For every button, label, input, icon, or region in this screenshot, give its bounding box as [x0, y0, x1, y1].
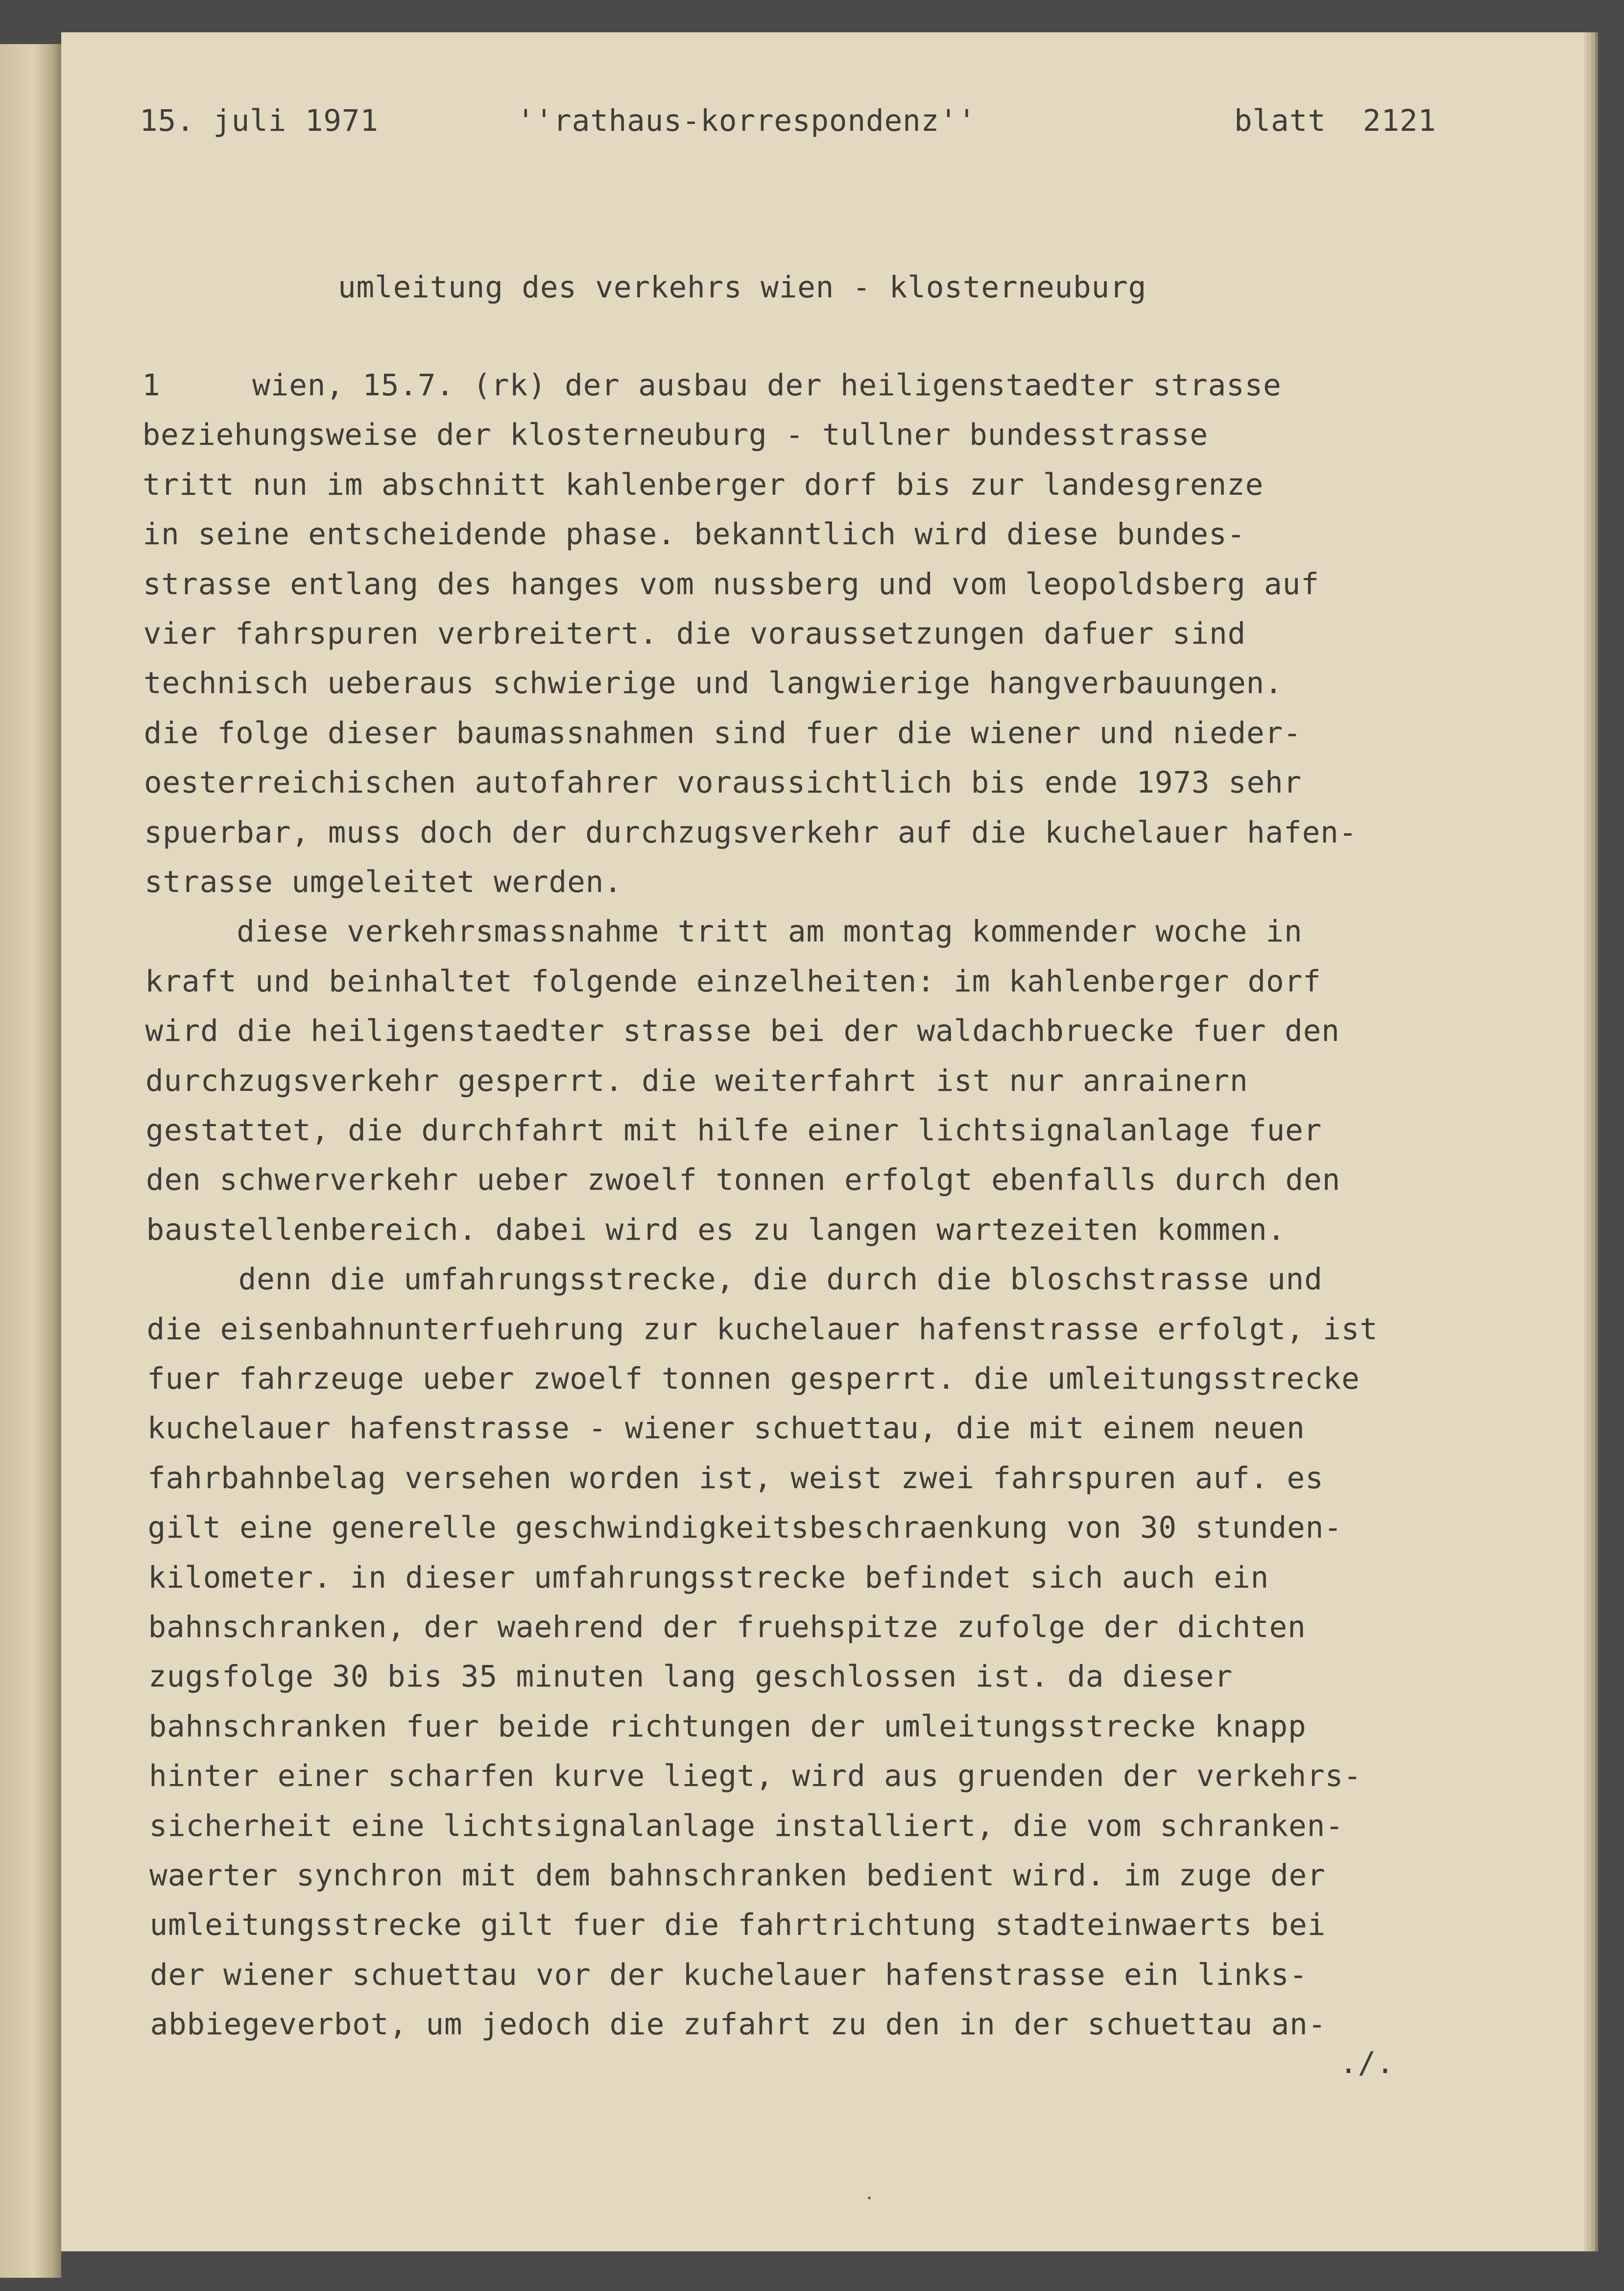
body-line: umleitungsstrecke gilt fuer die fahrtrichtung stadteinwaerts bei — [149, 1907, 1326, 1942]
body-line: die eisenbahnunterfuehrung zur kuchelauer hafenstrasse erfolgt, ist — [146, 1312, 1378, 1347]
document-title: umleitung des verkehrs wien - klosterneuburg — [338, 270, 1147, 305]
body-line: denn die umfahrungsstrecke, die durch die bloschstrasse und — [146, 1262, 1323, 1297]
body-line: die folge dieser baumassnahmen sind fuer die wiener und nieder- — [143, 716, 1302, 750]
body-line: bahnschranken fuer beide richtungen der umleitungsstrecke knapp — [148, 1709, 1307, 1744]
continuation-mark: ./. — [1339, 2046, 1395, 2080]
body-line: gilt eine generelle geschwindigkeitsbeschraenkung von 30 stunden- — [147, 1510, 1342, 1545]
body-line: der wiener schuettau vor der kuchelauer hafenstrasse ein links- — [150, 1957, 1308, 1992]
body-line: in seine entscheidende phase. bekanntlich wird diese bundes- — [143, 517, 1246, 552]
body-line: kuchelauer hafenstrasse - wiener schuettau, die mit einem neuen — [147, 1411, 1305, 1446]
body-line: gestattet, die durchfahrt mit hilfe einer lichtsignalanlage fuer — [145, 1113, 1322, 1148]
document-page — [61, 32, 1584, 2251]
body-line: waerter synchron mit dem bahnschranken bedient wird. im zuge der — [149, 1858, 1326, 1893]
body-line: kilometer. in dieser umfahrungsstrecke befindet sich auch ein — [148, 1560, 1269, 1595]
header-sheet-number: blatt 2121 — [1234, 103, 1436, 138]
body-line: durchzugsverkehr gesperrt. die weiterfahrt ist nur anrainern — [145, 1063, 1248, 1098]
body-line: strasse umgeleitet werden. — [144, 865, 622, 899]
body-line: oesterreichischen autofahrer voraussichtlich bis ende 1973 sehr — [144, 765, 1302, 800]
body-line: vier fahrspuren verbreitert. die voraussetzungen dafuer sind — [143, 616, 1246, 651]
body-line: baustellenbereich. dabei wird es zu langen wartezeiten kommen. — [146, 1212, 1286, 1247]
body-line: sicherheit eine lichtsignalanlage installiert, die vom schranken- — [149, 1809, 1344, 1843]
body-line: beziehungsweise der klosterneuburg - tullner bundesstrasse — [142, 417, 1208, 452]
header-publication: ''rathaus-korrespondenz'' — [517, 103, 977, 138]
body-line: wird die heiligenstaedter strasse bei der waldachbruecke fuer den — [145, 1013, 1340, 1048]
body-line: kraft und beinhaltet folgende einzelheiten: im kahlenberger dorf — [145, 964, 1321, 999]
body-line: hinter einer scharfen kurve liegt, wird aus gruenden der verkehrs- — [149, 1759, 1362, 1793]
body-line: strasse entlang des hanges vom nussberg und vom leopoldsberg auf — [143, 567, 1319, 602]
body-line: zugsfolge 30 bis 35 minuten lang geschlossen ist. da dieser — [148, 1659, 1233, 1694]
body-line: den schwerverkehr ueber zwoelf tonnen erfolgt ebenfalls durch den — [146, 1162, 1341, 1197]
body-line: bahnschranken, der waehrend der fruehspitze zufolge der dichten — [148, 1610, 1306, 1644]
body-line: fahrbahnbelag versehen worden ist, weist zwei fahrspuren auf. es — [147, 1461, 1324, 1495]
body-line: spuerbar, muss doch der durchzugsverkehr auf die kuchelauer hafen- — [144, 815, 1358, 850]
header-date: 15. juli 1971 — [140, 103, 379, 138]
paper-speck — [868, 2196, 871, 2199]
body-line: abbiegeverbot, um jedoch die zufahrt zu den in der schuettau an- — [150, 2007, 1327, 2042]
left-page-edge — [0, 44, 61, 2278]
body-line: tritt nun im abschnitt kahlenberger dorf bis zur landesgrenze — [143, 467, 1264, 502]
body-line: fuer fahrzeuge ueber zwoelf tonnen gesperrt. die umleitungsstrecke — [147, 1361, 1360, 1396]
body-line: diese verkehrsmassnahme tritt am montag kommender woche in — [144, 914, 1303, 949]
body-line: technisch ueberaus schwierige und langwierige hangverbauungen. — [143, 666, 1283, 700]
body-line: 1 wien, 15.7. (rk) der ausbau der heiligenstaedter strasse — [142, 368, 1282, 403]
